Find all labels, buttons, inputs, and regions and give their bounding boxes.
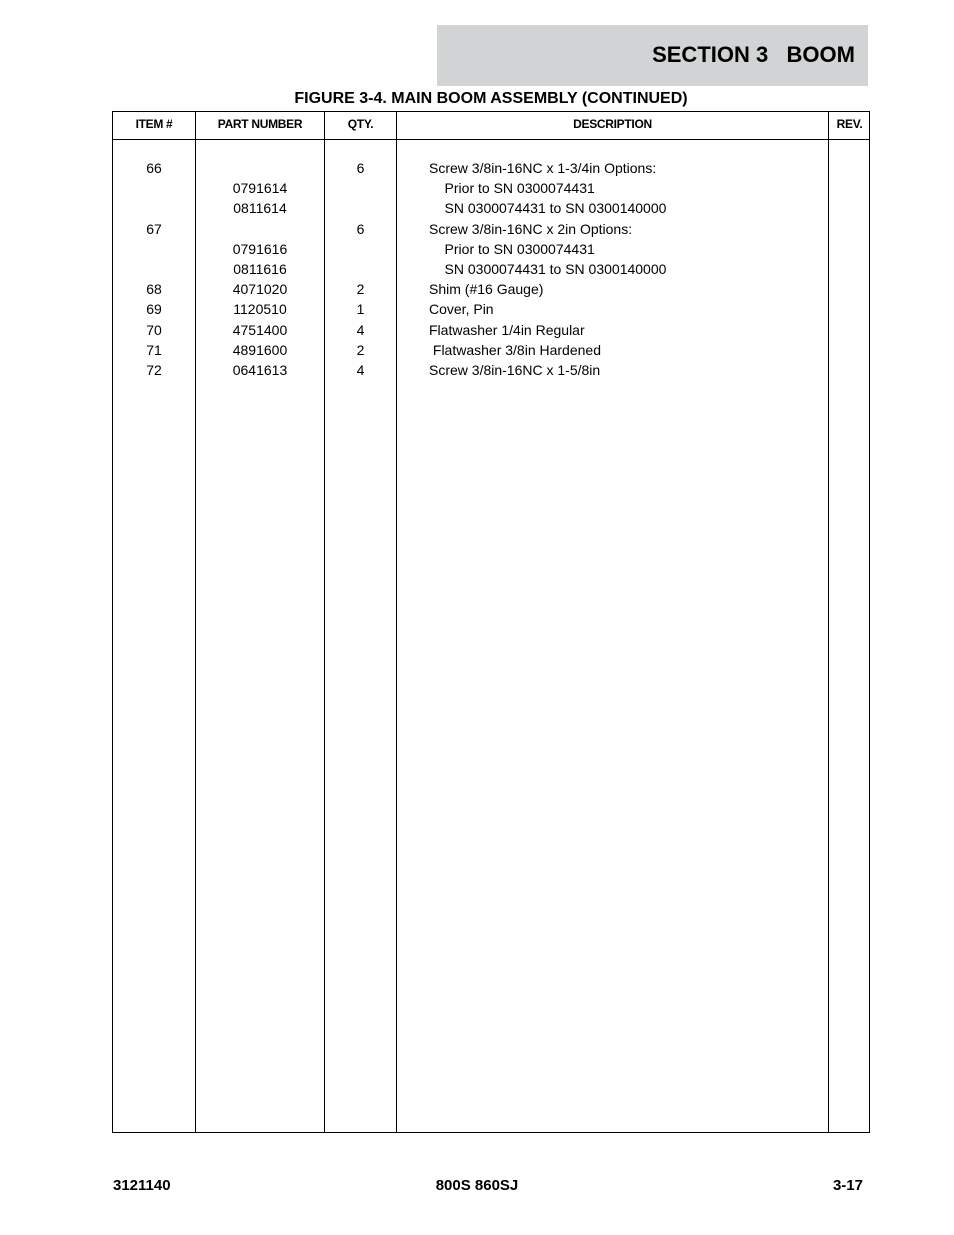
description-cell: Cover, Pin bbox=[429, 301, 494, 318]
item-number-cell: 70 bbox=[146, 321, 162, 338]
description-cell: Flatwasher 1/4in Regular bbox=[429, 321, 585, 338]
section-title: SECTION 3 BOOM bbox=[652, 42, 855, 67]
part-number-cell: 4751400 bbox=[232, 321, 288, 338]
table-row bbox=[113, 219, 869, 239]
table-row bbox=[113, 279, 869, 299]
description-cell: Prior to SN 0300074431 bbox=[429, 180, 595, 197]
quantity-cell: 2 bbox=[356, 341, 365, 358]
table-row bbox=[113, 198, 869, 218]
item-number-cell: 72 bbox=[146, 362, 162, 378]
item-number-cell: 68 bbox=[146, 281, 162, 298]
table-row bbox=[113, 178, 869, 198]
table-row bbox=[113, 158, 869, 178]
quantity-cell: 6 bbox=[356, 160, 365, 176]
column-header-qty: QTY. bbox=[347, 117, 374, 131]
column-header-part-number: PART NUMBER bbox=[217, 117, 303, 131]
part-number-cell: 0811616 bbox=[233, 261, 287, 277]
figure-title: FIGURE 3-4. MAIN BOOM ASSEMBLY (CONTINUED) bbox=[294, 90, 688, 107]
part-number-cell: 0791614 bbox=[232, 180, 288, 197]
table-row bbox=[113, 320, 869, 340]
footer-document-number: 3121140 bbox=[113, 1177, 171, 1194]
header-divider bbox=[113, 139, 869, 140]
column-header-item: ITEM # bbox=[135, 117, 173, 131]
item-number-cell: 67 bbox=[146, 220, 162, 237]
description-cell: SN 0300074431 to SN 0300140000 bbox=[429, 261, 667, 277]
description-cell: Flatwasher 3/8in Hardened bbox=[429, 341, 601, 358]
quantity-cell: 2 bbox=[356, 281, 365, 298]
table-row bbox=[113, 259, 869, 279]
quantity-cell: 1 bbox=[356, 301, 365, 318]
table-row bbox=[113, 299, 869, 319]
description-cell: SN 0300074431 to SN 0300140000 bbox=[429, 200, 667, 217]
description-cell: Prior to SN 0300074431 bbox=[429, 240, 595, 257]
section-header bbox=[437, 25, 868, 86]
table-row bbox=[113, 340, 869, 360]
part-number-cell: 4071020 bbox=[232, 281, 288, 298]
part-number-cell: 0811614 bbox=[233, 200, 287, 217]
description-cell: Screw 3/8in-16NC x 1-5/8in bbox=[429, 362, 601, 378]
column-header-rev: REV. bbox=[836, 117, 863, 131]
parts-table bbox=[112, 111, 870, 1133]
table-row bbox=[113, 360, 869, 380]
item-number-cell: 66 bbox=[146, 160, 162, 176]
table-row bbox=[113, 239, 869, 259]
quantity-cell: 6 bbox=[356, 220, 365, 237]
column-header-description: DESCRIPTION bbox=[573, 117, 652, 131]
description-cell: Screw 3/8in-16NC x 1-3/4in Options: bbox=[429, 160, 657, 176]
footer-model: 800S 860SJ bbox=[435, 1177, 519, 1194]
part-number-cell: 4891600 bbox=[232, 341, 288, 358]
part-number-cell: 0641613 bbox=[232, 362, 288, 378]
footer-page-number: 3-17 bbox=[832, 1177, 863, 1194]
description-cell: Screw 3/8in-16NC x 2in Options: bbox=[429, 220, 633, 237]
quantity-cell: 4 bbox=[356, 321, 365, 338]
item-number-cell: 71 bbox=[146, 341, 162, 358]
part-number-cell: 0791616 bbox=[232, 240, 288, 257]
description-cell: Shim (#16 Gauge) bbox=[429, 281, 544, 298]
quantity-cell: 4 bbox=[356, 362, 365, 378]
part-number-cell: 1120510 bbox=[233, 301, 287, 318]
item-number-cell: 69 bbox=[146, 301, 162, 318]
